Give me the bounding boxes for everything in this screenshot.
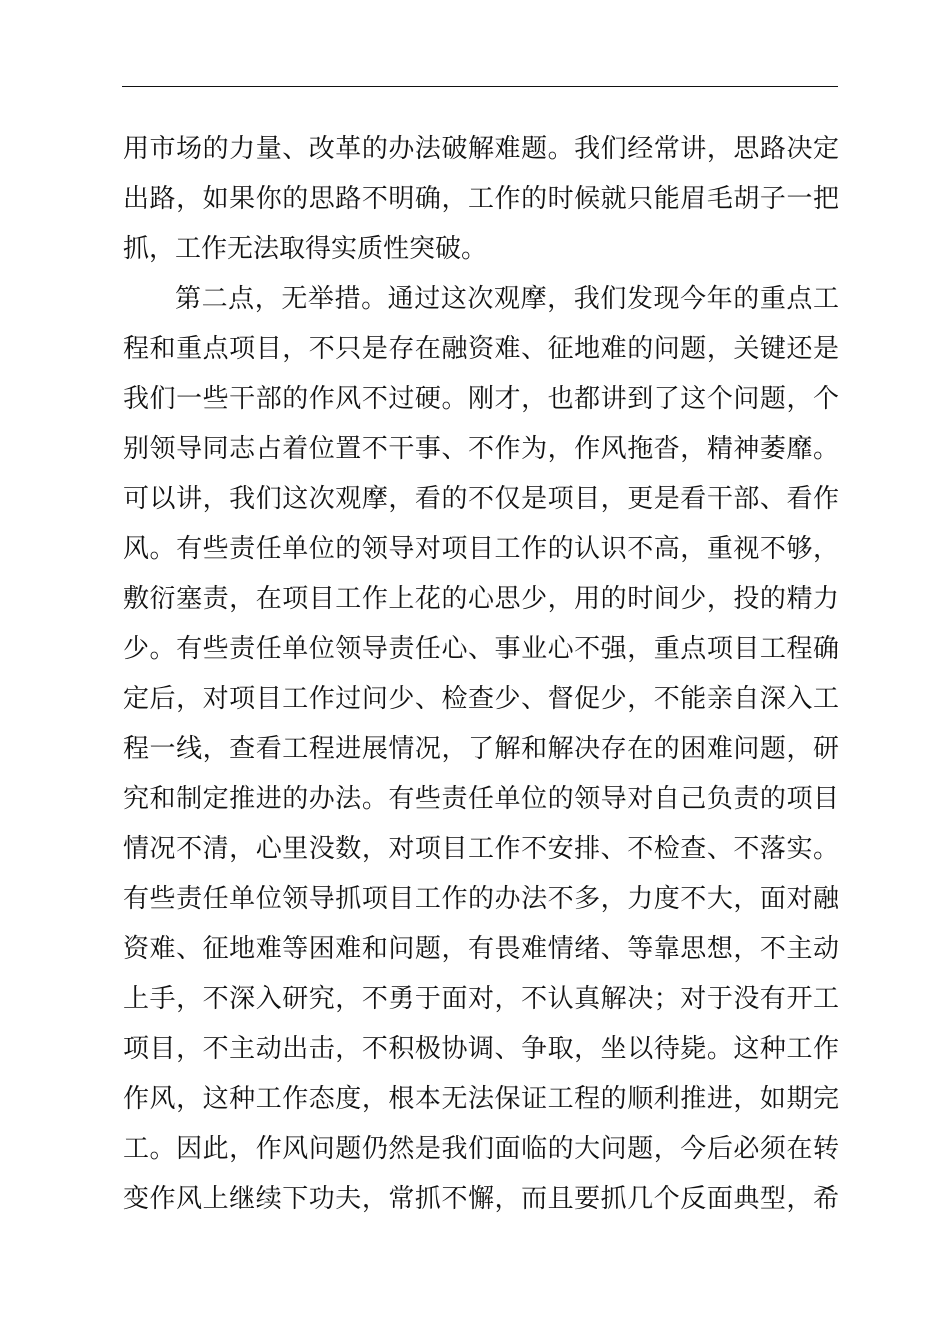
text-line: 敷衍塞责，在项目工作上花的心思少，用的时间少，投的精力 <box>123 584 839 614</box>
text-line: 风。有些责任单位的领导对项目工作的认识不高，重视不够， <box>123 534 839 564</box>
text-line: 有些责任单位领导抓项目工作的办法不多，力度不大，面对融 <box>123 884 839 914</box>
text-line: 我们一些干部的作风不过硬。刚才，也都讲到了这个问题，个 <box>123 384 839 414</box>
text-line: 可以讲，我们这次观摩，看的不仅是项目，更是看干部、看作 <box>123 484 839 514</box>
text-line: 资难、征地难等困难和问题，有畏难情绪、等靠思想，不主动 <box>123 934 839 964</box>
text-line: 少。有些责任单位领导责任心、事业心不强，重点项目工程确 <box>123 634 839 664</box>
paragraph-start-line: 第二点，无举措。通过这次观摩，我们发现今年的重点工 <box>175 284 839 314</box>
text-line: 作风，这种工作态度，根本无法保证工程的顺利推进，如期完 <box>123 1084 839 1114</box>
text-line: 程一线，查看工程进展情况，了解和解决存在的困难问题，研 <box>123 734 839 764</box>
text-line: 上手，不深入研究，不勇于面对，不认真解决；对于没有开工 <box>123 984 839 1014</box>
text-line: 情况不清，心里没数，对项目工作不安排、不检查、不落实。 <box>123 834 839 864</box>
header-rule <box>122 86 838 87</box>
text-line: 程和重点项目，不只是存在融资难、征地难的问题，关键还是 <box>123 334 839 364</box>
text-line: 用市场的力量、改革的办法破解难题。我们经常讲，思路决定 <box>123 134 839 164</box>
text-line: 抓，工作无法取得实质性突破。 <box>123 234 488 264</box>
text-line: 究和制定推进的办法。有些责任单位的领导对自己负责的项目 <box>123 784 839 814</box>
body-text <box>123 124 839 1224</box>
text-line: 项目，不主动出击，不积极协调、争取，坐以待毙。这种工作 <box>123 1034 839 1064</box>
text-line: 工。因此，作风问题仍然是我们面临的大问题，今后必须在转 <box>123 1134 839 1164</box>
text-line: 出路，如果你的思路不明确，工作的时候就只能眉毛胡子一把 <box>123 184 839 214</box>
text-line: 别领导同志占着位置不干事、不作为，作风拖沓，精神萎靡。 <box>123 434 839 464</box>
text-line: 变作风上继续下功夫，常抓不懈，而且要抓几个反面典型，希 <box>123 1184 839 1214</box>
text-line: 定后，对项目工作过问少、检查少、督促少，不能亲自深入工 <box>123 684 839 714</box>
